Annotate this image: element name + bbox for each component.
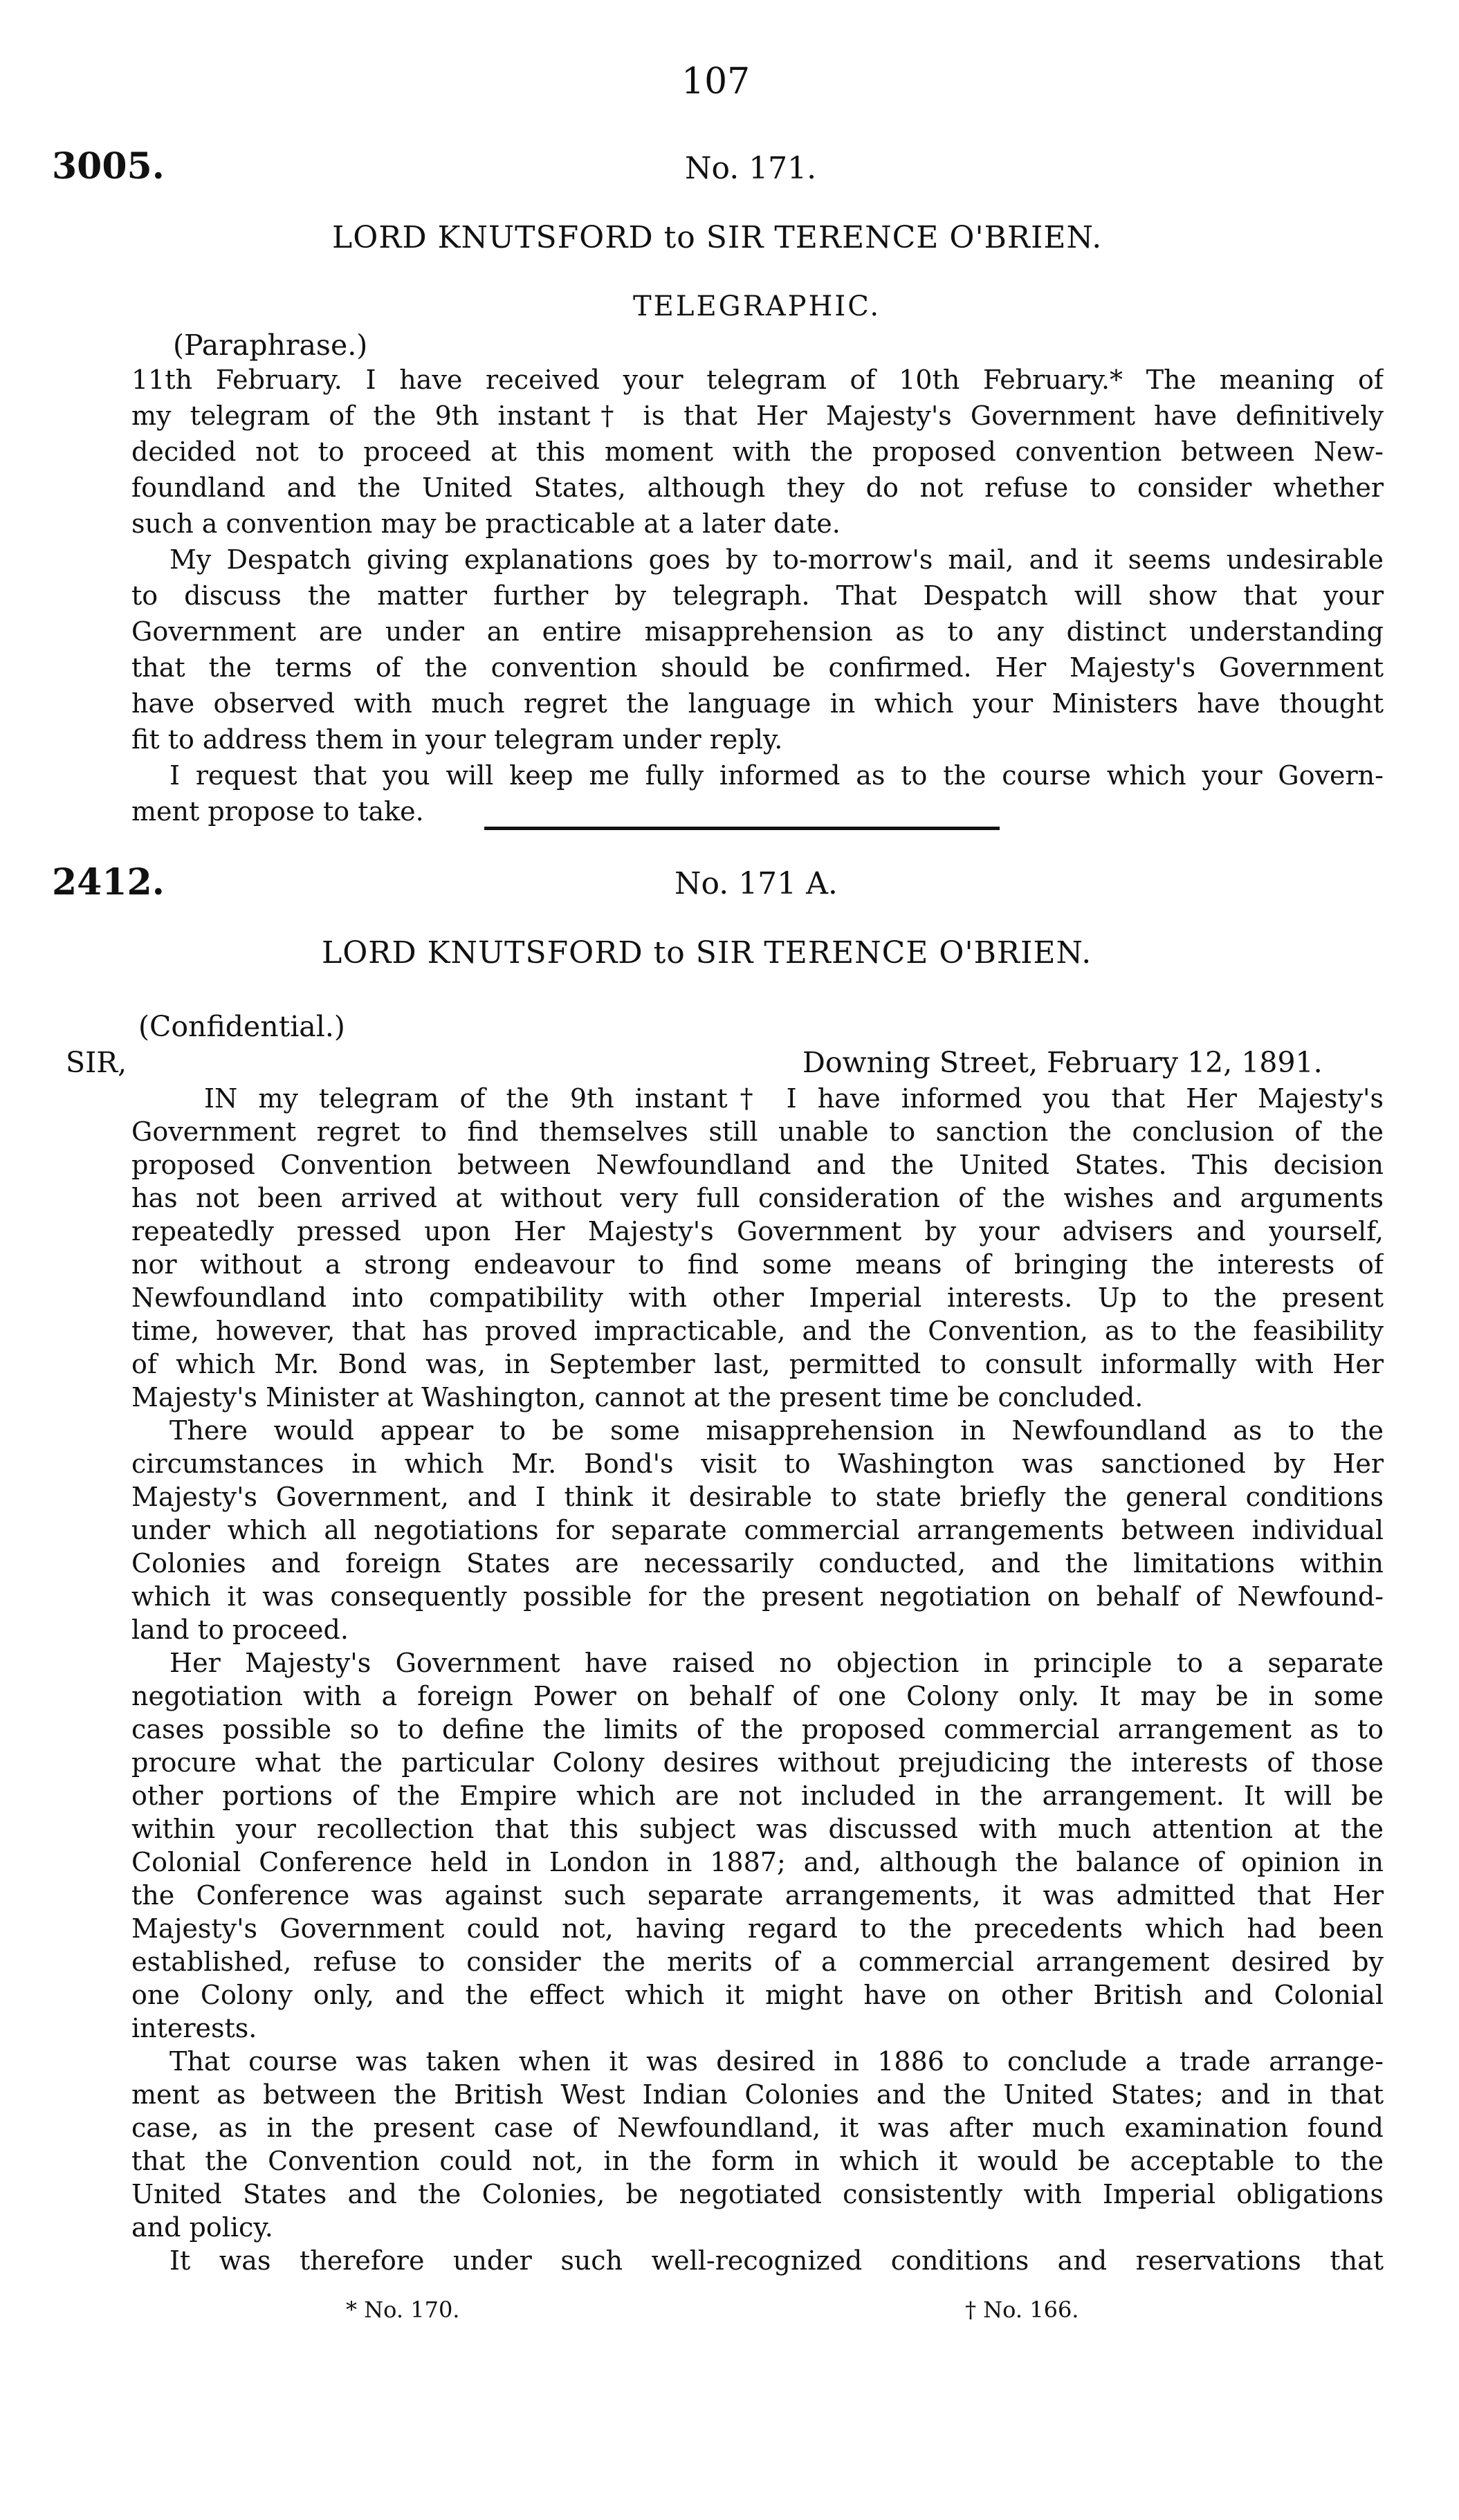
- telegram-subheading: TELEGRAPHIC.: [633, 291, 881, 322]
- body-line: IN my telegram of the 9th instant† I have informed you that Her Majesty's: [204, 1083, 1384, 1114]
- body-line: United States and the Colonies, be negotiated consistently with Imperial obligations: [131, 2179, 1384, 2209]
- margin-number: 3005.: [52, 145, 165, 187]
- body-line: established, refuse to consider the merits of a commercial arrangement desired by: [131, 1947, 1384, 1977]
- body-line: 11th February. I have received your telegram of 10th February.* The meaning of: [131, 365, 1384, 395]
- body-line: It was therefore under such well-recognized conditions and reservations that: [169, 2245, 1384, 2276]
- body-line: that the terms of the convention should be confirmed. Her Majesty's Government: [131, 652, 1384, 683]
- body-line: Majesty's Minister at Washington, cannot at the present time be concluded.: [131, 1382, 1144, 1413]
- confidential-label: (Confidential.): [138, 1010, 345, 1043]
- body-line: My Despatch giving explanations goes by to-morrow's mail, and it seems undesirable: [169, 544, 1384, 575]
- margin-number: 2412.: [52, 861, 165, 903]
- body-line: I request that you will keep me fully informed as to the course which your Govern-: [169, 760, 1384, 791]
- footnote: * No. 170.: [346, 2297, 460, 2323]
- body-line: within your recollection that this subject was discussed with much attention at the: [131, 1814, 1384, 1844]
- body-line: There would appear to be some misapprehension in Newfoundland as to the: [169, 1415, 1384, 1446]
- body-line: ment as between the British West Indian Colonies and the United States; and in that: [131, 2079, 1384, 2110]
- footnote: † No. 166.: [965, 2297, 1079, 2323]
- letter-heading: LORD KNUTSFORD to SIR TERENCE O'BRIEN.: [322, 935, 1092, 971]
- body-line: That course was taken when it was desired in 1886 to conclude a trade arrange-: [169, 2046, 1384, 2077]
- body-line: one Colony only, and the effect which it might have on other British and Colonial: [131, 1980, 1384, 2010]
- paraphrase-label: (Paraphrase.): [173, 329, 368, 362]
- body-line: case, as in the present case of Newfoundland, it was after much examination found: [131, 2113, 1384, 2143]
- body-line: fit to address them in your telegram under reply.: [131, 724, 783, 755]
- body-line: proposed Convention between Newfoundland and the United States. This decision: [131, 1150, 1384, 1180]
- body-line: Majesty's Government, and I think it desirable to state briefly the general conditions: [131, 1482, 1384, 1512]
- body-line: foundland and the United States, although they do not refuse to consider whether: [131, 472, 1384, 503]
- letter-heading: LORD KNUTSFORD to SIR TERENCE O'BRIEN.: [332, 220, 1103, 255]
- body-line: cases possible so to define the limits of the proposed commercial arrangement as to: [131, 1714, 1384, 1745]
- body-line: to discuss the matter further by telegraph. That Despatch will show that your: [131, 580, 1384, 611]
- body-line: negotiation with a foreign Power on behalf of one Colony only. It may be in some: [131, 1681, 1384, 1711]
- document-number: No. 171.: [685, 151, 817, 186]
- body-line: which it was consequently possible for the present negotiation on behalf of Newfound-: [131, 1581, 1384, 1612]
- body-line: have observed with much regret the language in which your Ministers have thought: [131, 688, 1384, 719]
- body-line: other portions of the Empire which are not included in the arrangement. It will be: [131, 1781, 1384, 1811]
- body-line: Colonial Conference held in London in 1887; and, although the balance of opinion in: [131, 1847, 1384, 1877]
- body-line: repeatedly pressed upon Her Majesty's Government by your advisers and yourself,: [131, 1216, 1384, 1247]
- body-line: circumstances in which Mr. Bond's visit to Washington was sanctioned by Her: [131, 1448, 1384, 1479]
- section-divider: [484, 827, 1000, 830]
- body-line: the Conference was against such separate arrangements, it was admitted that Her: [131, 1880, 1384, 1911]
- body-line: my telegram of the 9th instant† is that Her Majesty's Government have definitively: [131, 401, 1384, 431]
- body-line: under which all negotiations for separate commercial arrangements between individual: [131, 1515, 1384, 1545]
- body-line: decided not to proceed at this moment with the proposed convention between New-: [131, 436, 1384, 467]
- dateline: Downing Street, February 12, 1891.: [802, 1046, 1323, 1079]
- body-line: procure what the particular Colony desires without prejudicing the interests of those: [131, 1747, 1384, 1778]
- body-line: Colonies and foreign States are necessarily conducted, and the limitations within: [131, 1548, 1384, 1579]
- body-line: and policy.: [131, 2212, 273, 2243]
- body-line: of which Mr. Bond was, in September last, permitted to consult informally with Her: [131, 1349, 1384, 1379]
- body-line: Government are under an entire misapprehension as to any distinct understanding: [131, 616, 1384, 647]
- body-line: Majesty's Government could not, having regard to the precedents which had been: [131, 1913, 1384, 1944]
- salutation: SIR,: [66, 1046, 127, 1079]
- body-line: Her Majesty's Government have raised no objection in principle to a separate: [169, 1648, 1384, 1678]
- body-line: land to proceed.: [131, 1615, 349, 1645]
- body-line: Newfoundland into compatibility with other Imperial interests. Up to the present: [131, 1282, 1384, 1313]
- body-line: such a convention may be practicable at a later date.: [131, 508, 841, 539]
- body-line: nor without a strong endeavour to find some means of bringing the interests of: [131, 1249, 1384, 1280]
- document-number: No. 171 A.: [675, 866, 838, 901]
- body-line: has not been arrived at without very full consideration of the wishes and arguments: [131, 1183, 1384, 1213]
- body-line: ment propose to take.: [131, 796, 424, 827]
- body-line: time, however, that has proved impracticable, and the Convention, as to the feasibility: [131, 1316, 1384, 1346]
- body-line: interests.: [131, 2013, 257, 2043]
- body-line: that the Convention could not, in the form in which it would be acceptable to the: [131, 2146, 1384, 2176]
- body-line: Government regret to find themselves still unable to sanction the conclusion of the: [131, 1116, 1384, 1147]
- page-number: 107: [681, 61, 751, 102]
